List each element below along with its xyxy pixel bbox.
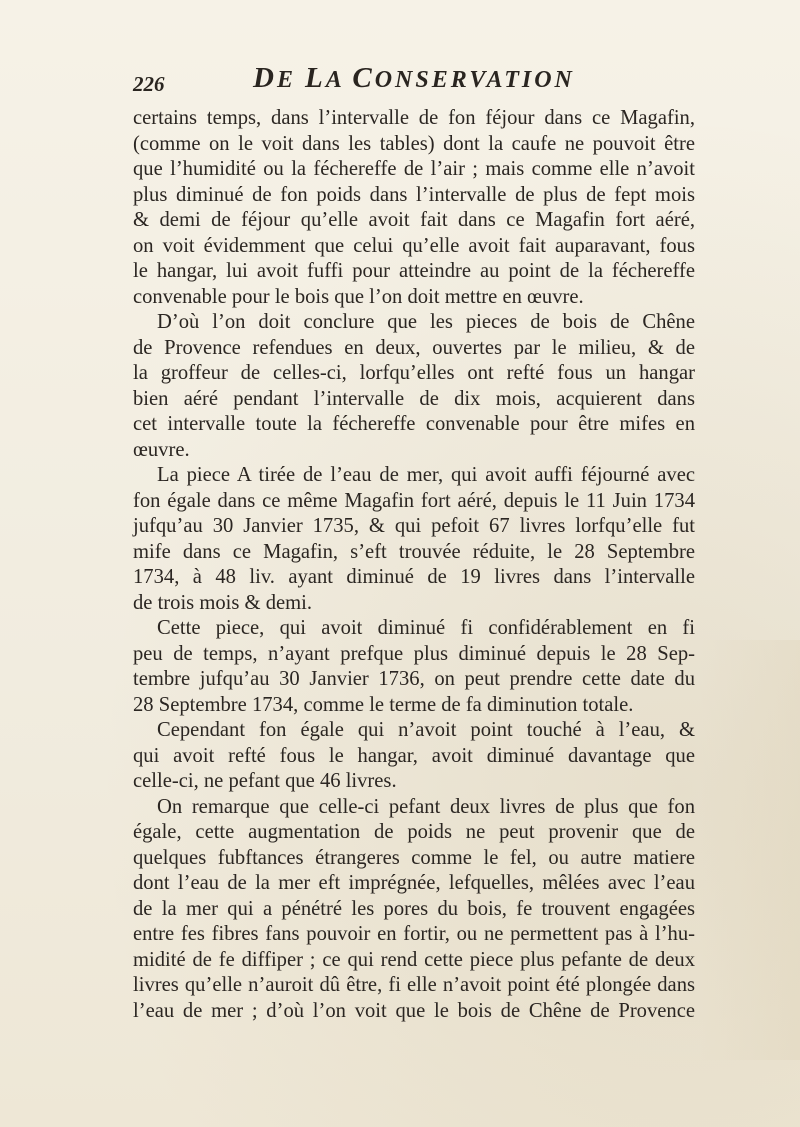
text-line: mife dans ce Magafin, s’eft trouvée réduite, le 28 Septembre xyxy=(133,540,695,563)
text-line: D’où l’on doit conclure que les pieces de bois de Chêne xyxy=(157,311,695,333)
text-line: tembre jufqu’au 30 Janvier 1736, on peut prendre cette date du xyxy=(133,668,695,690)
running-title-part: C xyxy=(352,62,375,94)
running-title-part: L xyxy=(304,62,326,94)
paragraph xyxy=(133,310,695,463)
paragraph xyxy=(133,616,695,718)
text-line: cet intervalle toute la féchereffe convenable pour être mifes en xyxy=(133,413,695,435)
body-text xyxy=(133,106,695,1024)
text-line: La piece A tirée de l’eau de mer, qui avoit auffi féjourné avec xyxy=(157,464,695,486)
paragraph xyxy=(133,463,695,616)
text-line: bien aéré pendant l’intervalle de dix mois, acquierent dans xyxy=(133,387,695,410)
text-line: jufqu’au 30 Janvier 1735, & qui pefoit 67 livres lorfqu’elle fut xyxy=(133,515,695,537)
text-line: œuvre. xyxy=(133,438,190,461)
text-line: fon égale dans ce même Magafin fort aéré, depuis le 11 Juin 1734 xyxy=(133,489,695,512)
text-line: entre fes fibres fans pouvoir en fortir, ou ne permettent pas à l’hu- xyxy=(133,923,695,945)
text-line: le hangar, lui avoit fuffi pour atteindre au point de la féchereffe xyxy=(133,260,695,282)
page-header xyxy=(133,62,693,102)
text-line: & demi de féjour qu’elle avoit fait dans ce Magafin fort aéré, xyxy=(133,209,695,231)
text-line: convenable pour le bois que l’on doit mettre en œuvre. xyxy=(133,285,584,308)
text-line: de la mer qui a pénétré les pores du bois, fe trouvent engagées xyxy=(133,897,695,920)
text-line: (comme on le voit dans les tables) dont la caufe ne pouvoit être xyxy=(133,132,695,155)
running-title-part: D xyxy=(253,62,277,94)
text-line: de trois mois & demi. xyxy=(133,591,313,614)
text-line: 28 Septembre 1734, comme le terme de fa diminution totale. xyxy=(133,693,634,716)
text-line: celle-ci, ne pefant que 46 livres. xyxy=(133,770,397,792)
text-line: peu de temps, n’ayant prefque plus diminué depuis le 28 Sep- xyxy=(133,642,695,665)
text-line: certains temps, dans l’intervalle de fon féjour dans ce Magafin, xyxy=(133,107,695,129)
text-line: quelques fubftances étrangeres comme le fel, ou autre matiere xyxy=(133,846,695,869)
text-line: égale, cette augmentation de poids ne peut provenir que de xyxy=(133,821,695,843)
text-line: On remarque que celle-ci pefant deux livres de plus que fon xyxy=(157,795,695,818)
text-line: de Provence refendues en deux, ouvertes par le milieu, & de xyxy=(133,336,695,359)
text-line: plus diminué de fon poids dans l’intervalle de plus de fept mois xyxy=(133,183,695,206)
text-line: l’eau de mer ; d’où l’on voit que le bois de Chêne de Provence xyxy=(133,999,695,1022)
text-line: qui avoit refté fous le hangar, avoit diminué davantage que xyxy=(133,744,695,767)
text-line: Cette piece, qui avoit diminué fi confidérablement en fi xyxy=(157,617,695,639)
running-title-part: A xyxy=(325,67,353,93)
paragraph xyxy=(133,718,695,795)
page-number: 226 xyxy=(133,72,165,96)
text-line: la groffeur de celles-ci, lorfqu’elles ont refté fous un hangar xyxy=(133,362,695,384)
text-line: on voit évidemment que celui qu’elle avoit fait auparavant, fous xyxy=(133,234,695,257)
running-title-part: E xyxy=(276,67,305,93)
paragraph xyxy=(133,106,695,310)
paragraph xyxy=(133,795,695,1025)
text-line: dont l’eau de la mer eft imprégnée, lefquelles, mêlées avec l’eau xyxy=(133,872,695,894)
paper-stain xyxy=(700,640,800,1060)
running-title xyxy=(253,62,575,95)
text-line: Cependant fon égale qui n’avoit point touché à l’eau, & xyxy=(157,719,695,741)
running-title-part: ONSERVATION xyxy=(374,67,575,93)
text-line: 1734, à 48 liv. ayant diminué de 19 livres dans l’intervalle xyxy=(133,566,695,588)
text-line: que l’humidité ou la féchereffe de l’air ; mais comme elle n’avoit xyxy=(133,158,695,180)
text-line: midité de fe diffiper ; ce qui rend cette piece plus pefante de deux xyxy=(133,948,695,971)
text-line: livres qu’elle n’auroit dû être, fi elle n’avoit point été plongée dans xyxy=(133,974,695,996)
